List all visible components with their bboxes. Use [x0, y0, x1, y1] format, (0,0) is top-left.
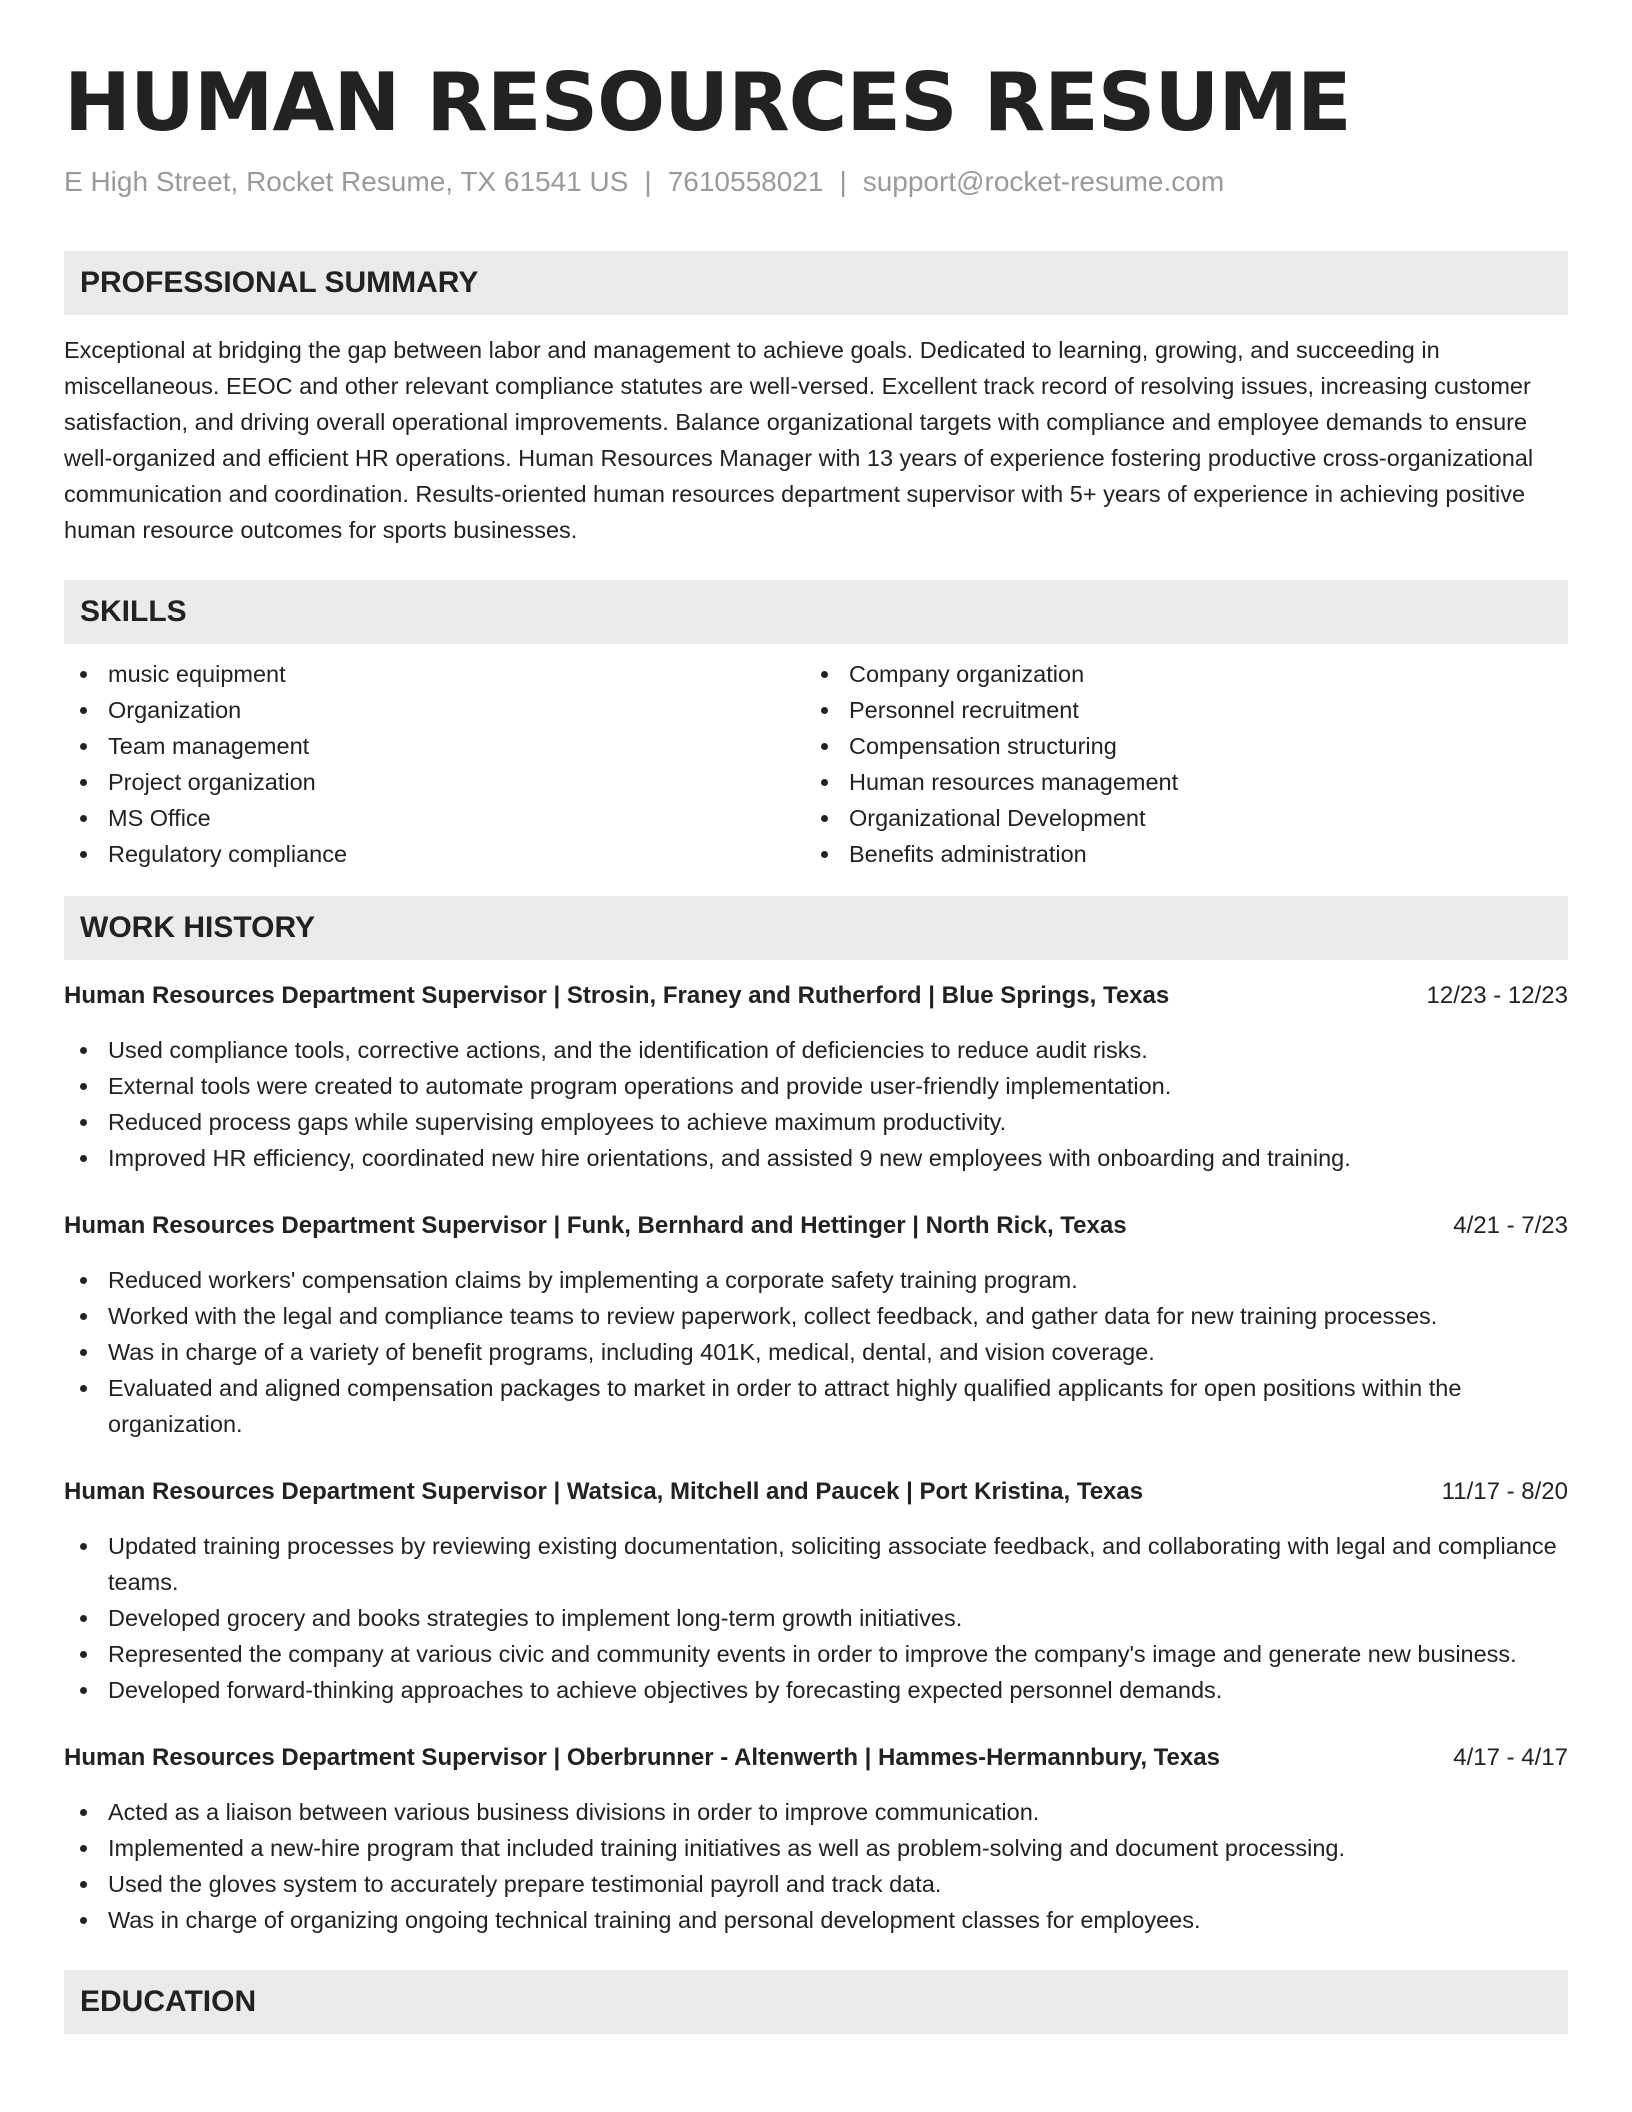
skill-item: Human resources management — [805, 764, 1546, 800]
job-bullets — [64, 1794, 1568, 1938]
contact-separator: | — [644, 166, 652, 197]
job-bullet: Used compliance tools, corrective actions, and the identification of deficiencies to reduce audit risks. — [64, 1032, 1568, 1068]
contact-line — [64, 165, 1568, 199]
skills-list — [64, 656, 1568, 872]
job-header — [64, 1208, 1568, 1244]
work-history-list — [64, 978, 1568, 1938]
job-header — [64, 1474, 1568, 1510]
section-heading-summary: PROFESSIONAL SUMMARY — [64, 251, 1568, 315]
job-header — [64, 978, 1568, 1014]
job-bullet: Used the gloves system to accurately prepare testimonial payroll and track data. — [64, 1866, 1568, 1902]
job-title: Human Resources Department Supervisor | Strosin, Franey and Rutherford | Blue Springs, Texas — [64, 982, 1170, 1009]
job-bullet: Was in charge of a variety of benefit programs, including 401K, medical, dental, and vision coverage. — [64, 1334, 1568, 1370]
job-entry — [64, 1474, 1568, 1708]
skills-column-right — [805, 656, 1546, 872]
skills-column-left — [64, 656, 805, 872]
job-bullet: Developed forward-thinking approaches to achieve objectives by forecasting expected personnel demands. — [64, 1672, 1568, 1708]
job-bullet: Was in charge of organizing ongoing technical training and personal development classes for employees. — [64, 1902, 1568, 1938]
job-bullet: Worked with the legal and compliance teams to review paperwork, collect feedback, and gather data for new training processes. — [64, 1298, 1568, 1334]
job-bullet: Developed grocery and books strategies to implement long-term growth initiatives. — [64, 1600, 1568, 1636]
summary-text: Exceptional at bridging the gap between labor and management to achieve goals. Dedicated to learning, growing, and succeeding in miscellaneous. EEOC and other relevant compliance statutes are well-versed. Excellent track record of resolving issues, increasing customer satisfaction, and driving overall operational improvements. Balance organizational targets with compliance and employee demands to ensure well-organized and efficient HR operations. Human Resources Manager with 13 years of experience fostering productive cross-organizational communication and coordination. Results-oriented human resources department supervisor with 5+ years of experience in achieving positive human resource outcomes for sports businesses. — [64, 337, 1534, 543]
job-title: Human Resources Department Supervisor | Watsica, Mitchell and Paucek | Port Kristina, Texas — [64, 1478, 1144, 1505]
contact-separator: | — [839, 166, 847, 197]
job-entry — [64, 978, 1568, 1176]
job-header — [64, 1740, 1568, 1776]
skill-item: MS Office — [64, 800, 805, 836]
skill-item: Company organization — [805, 656, 1546, 692]
job-title: Human Resources Department Supervisor | Funk, Bernhard and Hettinger | North Rick, Texas — [64, 1212, 1127, 1239]
job-title: Human Resources Department Supervisor | Oberbrunner - Altenwerth | Hammes-Hermannbury, Texas — [64, 1744, 1220, 1771]
job-bullet: Updated training processes by reviewing existing documentation, soliciting associate feedback, and collaborating with legal and compliance teams. — [64, 1528, 1568, 1600]
job-entry — [64, 1208, 1568, 1442]
job-dates: 11/17 - 8/20 — [1441, 1478, 1568, 1505]
skill-item: Regulatory compliance — [64, 836, 805, 872]
skill-item: music equipment — [64, 656, 805, 692]
skill-item: Organizational Development — [805, 800, 1546, 836]
job-bullets — [64, 1262, 1568, 1442]
job-bullet: Reduced workers' compensation claims by implementing a corporate safety training program. — [64, 1262, 1568, 1298]
skill-item: Team management — [64, 728, 805, 764]
skill-item: Organization — [64, 692, 805, 728]
skill-item: Personnel recruitment — [805, 692, 1546, 728]
contact-phone: 7610558021 — [667, 166, 824, 197]
job-bullet: Reduced process gaps while supervising employees to achieve maximum productivity. — [64, 1104, 1568, 1140]
job-bullet: Evaluated and aligned compensation packages to market in order to attract highly qualified applicants for open positions within the organization. — [64, 1370, 1568, 1442]
skill-item: Compensation structuring — [805, 728, 1546, 764]
job-dates: 4/17 - 4/17 — [1453, 1744, 1568, 1771]
contact-address: E High Street, Rocket Resume, TX 61541 US — [64, 166, 629, 197]
skill-item: Project organization — [64, 764, 805, 800]
section-heading-work-history: WORK HISTORY — [64, 896, 1568, 960]
job-entry — [64, 1740, 1568, 1938]
job-bullet: External tools were created to automate program operations and provide user-friendly implementation. — [64, 1068, 1568, 1104]
job-bullets — [64, 1032, 1568, 1176]
job-bullets — [64, 1528, 1568, 1708]
contact-email: support@rocket-resume.com — [862, 166, 1225, 197]
job-dates: 4/21 - 7/23 — [1453, 1212, 1568, 1239]
job-bullet: Improved HR efficiency, coordinated new hire orientations, and assisted 9 new employees with onboarding and training. — [64, 1140, 1568, 1176]
job-dates: 12/23 - 12/23 — [1426, 982, 1568, 1009]
skill-item: Benefits administration — [805, 836, 1546, 872]
section-heading-skills: SKILLS — [64, 580, 1568, 644]
resume-title: HUMAN RESOURCES RESUME — [64, 56, 1351, 149]
job-bullet: Represented the company at various civic and community events in order to improve the company's image and generate new business. — [64, 1636, 1568, 1672]
job-bullet: Implemented a new-hire program that included training initiatives as well as problem-solving and document processing. — [64, 1830, 1568, 1866]
section-heading-education: EDUCATION — [64, 1970, 1568, 2034]
job-bullet: Acted as a liaison between various business divisions in order to improve communication. — [64, 1794, 1568, 1830]
